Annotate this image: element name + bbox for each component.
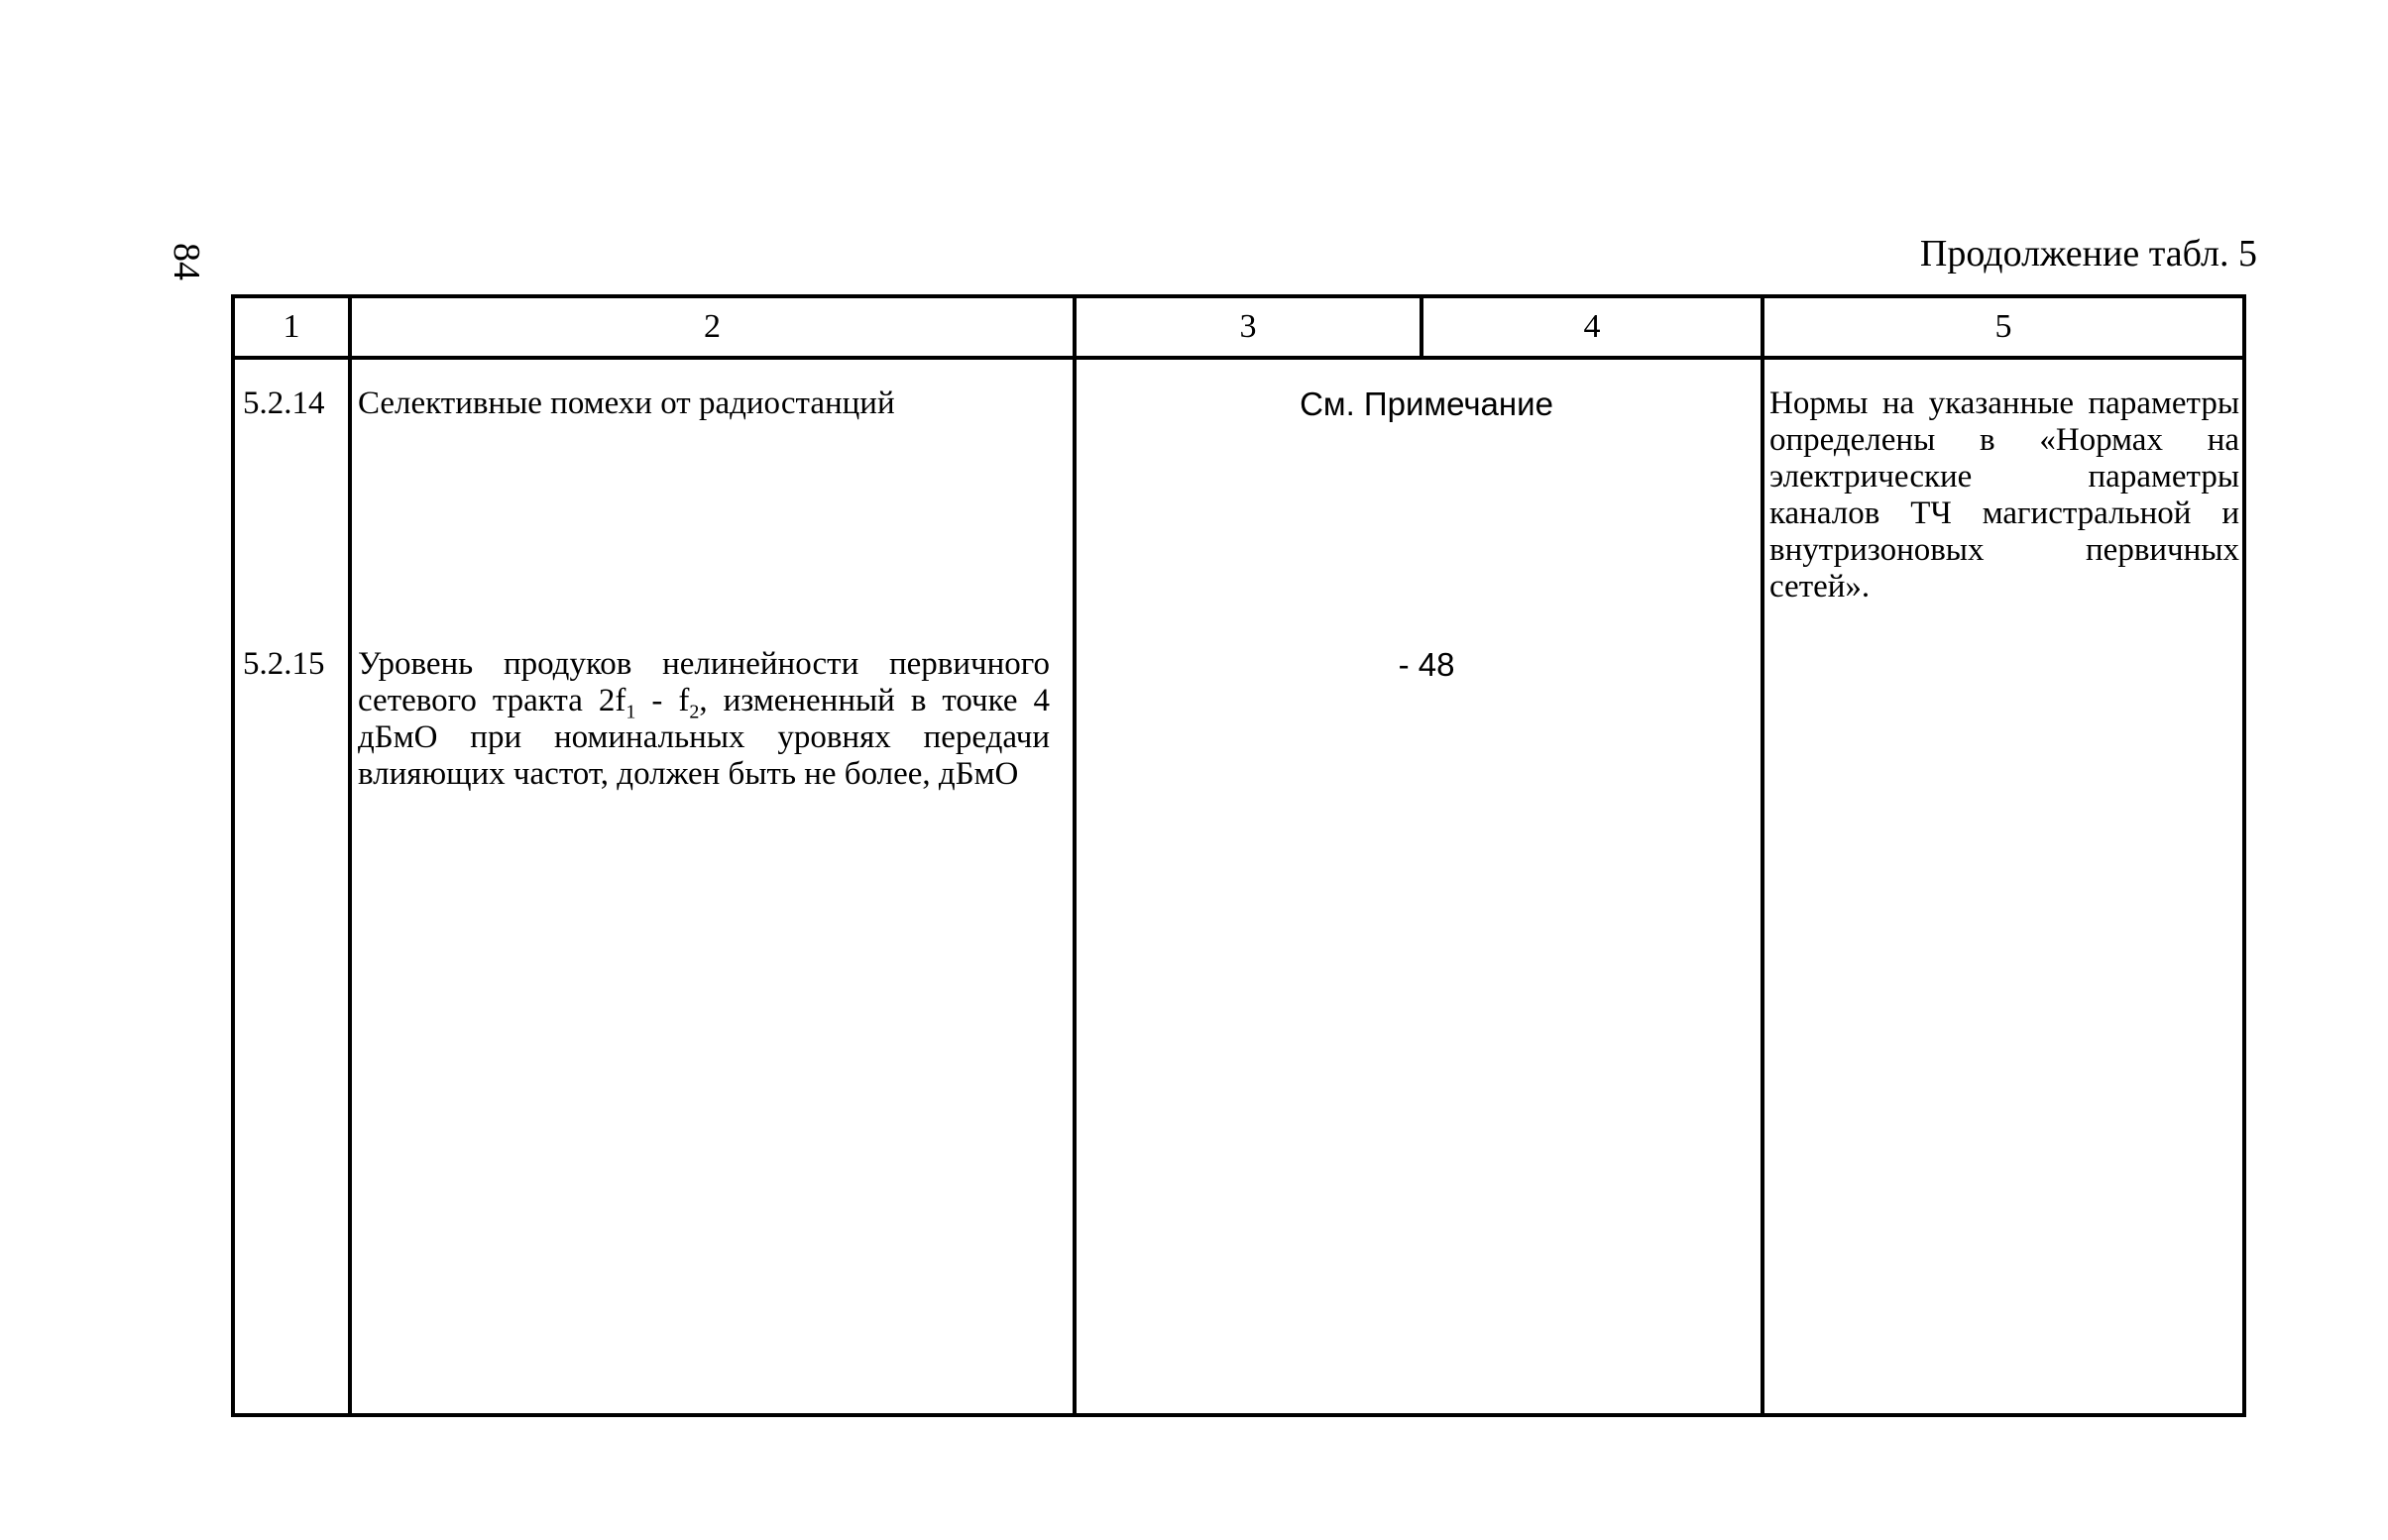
header-col-4: 4 bbox=[1583, 308, 1601, 345]
col-divider-2 bbox=[1073, 294, 1077, 1417]
header-col-1: 1 bbox=[283, 308, 300, 345]
table-bottom-border bbox=[231, 1413, 2246, 1417]
table-right-border bbox=[2242, 294, 2246, 1417]
table-left-border bbox=[231, 294, 235, 1417]
row-value: См. Примечание bbox=[1300, 385, 1553, 422]
row-number: 5.2.15 bbox=[243, 646, 325, 682]
description-part: Уровень продуков нелинейности первичного сетевого тракта 2f bbox=[358, 646, 1050, 718]
col-divider-4 bbox=[1761, 294, 1764, 1417]
header-col-3: 3 bbox=[1239, 308, 1257, 345]
header-col-5: 5 bbox=[1994, 308, 2012, 345]
row-value: - 48 bbox=[1398, 646, 1455, 683]
data-table bbox=[231, 294, 2246, 1417]
header-col-2: 2 bbox=[704, 308, 721, 345]
subscript: 2 bbox=[689, 701, 700, 723]
subscript: 1 bbox=[625, 701, 636, 723]
norms-note: Нормы на указанные параметры определены в «Нормах на электрические параметры каналов ТЧ магистральной и внутризоновых первичных сетей». bbox=[1769, 385, 2239, 605]
row-description bbox=[358, 646, 1050, 793]
description-part: , измененный в точке 4 дБмО при номинальных уровнях передачи влияющих частот, должен быть не более, дБмО bbox=[358, 683, 1050, 792]
header-bottom-border bbox=[235, 356, 2245, 360]
row-number: 5.2.14 bbox=[243, 385, 325, 421]
row-description: Селективные помехи от радиостанций bbox=[358, 385, 895, 421]
table-caption: Продолжение табл. 5 bbox=[1919, 233, 2257, 275]
col-divider-1 bbox=[348, 294, 352, 1417]
page-number: 84 bbox=[166, 243, 207, 280]
description-part: - f bbox=[635, 683, 690, 718]
